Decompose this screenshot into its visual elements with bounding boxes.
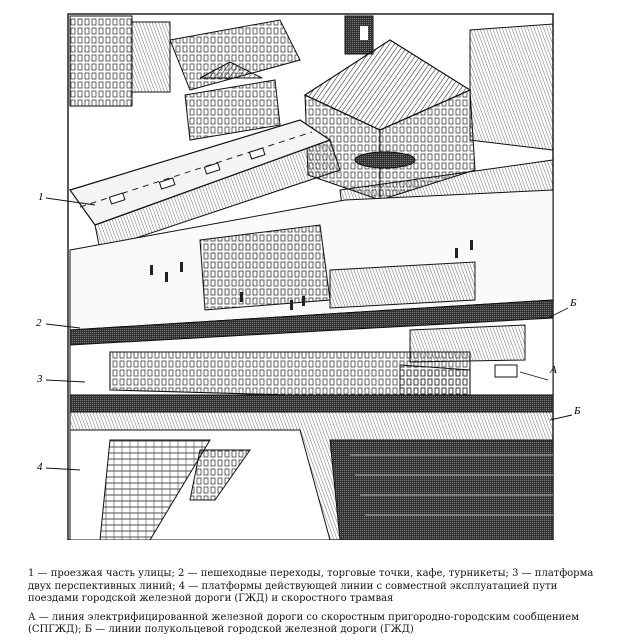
callout-b-lower: Б — [574, 405, 581, 417]
callout-1: 1 — [38, 191, 44, 203]
callout-a: А — [550, 364, 557, 376]
callout-3: 3 — [37, 373, 43, 385]
caption-letter-legend: А — линия электрифицированной железной дороги со скоростным пригородно-городским сообщением (СПГЖД); Б — линии полукольцевой городской железной дороги (ГЖД) — [28, 611, 579, 635]
caption-numbered-legend: 1 — проезжая часть улицы; 2 — пешеходные переходы, торговые точки, кафе, турникеты; 3 — платформа двух перспективных линий; 4 — платформы действующей линии с совместной эксплуатацией пути поездами городской железной дороги (ГЖД) и скоростного трамвая — [28, 568, 594, 604]
callout-4: 4 — [37, 461, 43, 473]
callout-2: 2 — [36, 317, 42, 329]
callout-b-upper: Б — [570, 297, 577, 309]
figure-caption — [28, 568, 610, 643]
platform-level-4 — [70, 412, 553, 540]
